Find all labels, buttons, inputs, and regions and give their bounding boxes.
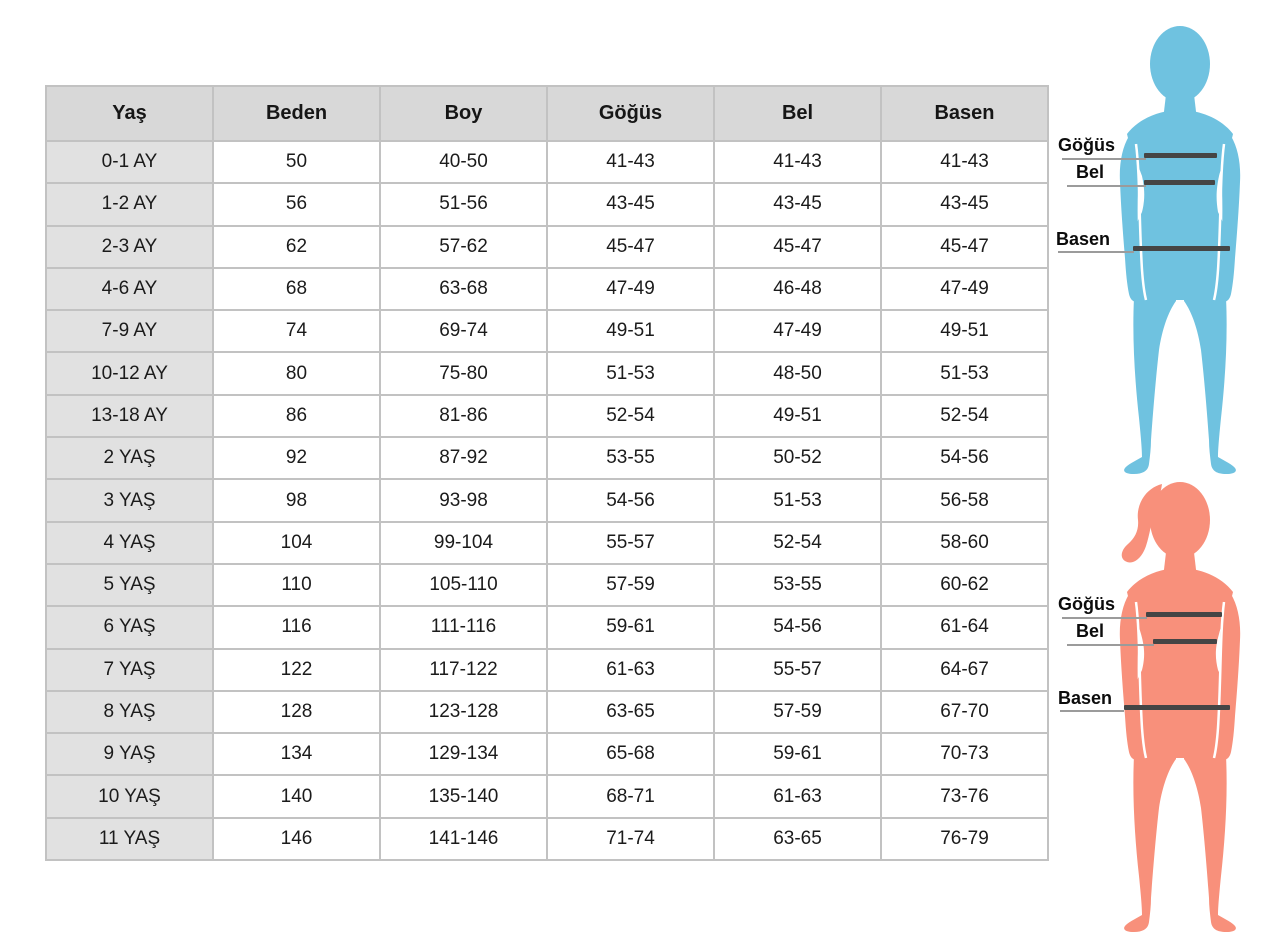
girl-chest-label: Göğüs bbox=[1058, 594, 1115, 614]
value-cell: 54-56 bbox=[714, 606, 881, 648]
value-cell: 69-74 bbox=[380, 310, 547, 352]
value-cell: 65-68 bbox=[547, 733, 714, 775]
value-cell: 49-51 bbox=[714, 395, 881, 437]
value-cell: 54-56 bbox=[547, 479, 714, 521]
table-row bbox=[46, 226, 1048, 268]
value-cell: 60-62 bbox=[881, 564, 1048, 606]
value-cell: 68-71 bbox=[547, 775, 714, 817]
boy-waist-label: Bel bbox=[1076, 162, 1105, 182]
value-cell: 128 bbox=[213, 691, 380, 733]
age-cell: 3 YAŞ bbox=[46, 479, 213, 521]
value-cell: 98 bbox=[213, 479, 380, 521]
age-cell: 7 YAŞ bbox=[46, 649, 213, 691]
table-row bbox=[46, 479, 1048, 521]
value-cell: 41-43 bbox=[714, 141, 881, 183]
size-table-body bbox=[46, 141, 1048, 860]
value-cell: 49-51 bbox=[881, 310, 1048, 352]
boy-chest-measure-line bbox=[1062, 158, 1146, 160]
table-row bbox=[46, 564, 1048, 606]
value-cell: 73-76 bbox=[881, 775, 1048, 817]
value-cell: 64-67 bbox=[881, 649, 1048, 691]
value-cell: 45-47 bbox=[881, 226, 1048, 268]
age-cell: 0-1 AY bbox=[46, 141, 213, 183]
value-cell: 99-104 bbox=[380, 522, 547, 564]
boy-right-leg bbox=[1184, 298, 1236, 474]
value-cell: 48-50 bbox=[714, 352, 881, 394]
value-cell: 54-56 bbox=[881, 437, 1048, 479]
boy-waist-measure-bar bbox=[1144, 180, 1215, 185]
value-cell: 146 bbox=[213, 818, 380, 860]
value-cell: 47-49 bbox=[547, 268, 714, 310]
table-row bbox=[46, 649, 1048, 691]
boy-chest-label: Göğüs bbox=[1058, 135, 1115, 155]
column-header: Basen bbox=[881, 86, 1048, 141]
value-cell: 47-49 bbox=[881, 268, 1048, 310]
value-cell: 53-55 bbox=[547, 437, 714, 479]
value-cell: 92 bbox=[213, 437, 380, 479]
age-cell: 2-3 AY bbox=[46, 226, 213, 268]
value-cell: 51-56 bbox=[380, 183, 547, 225]
value-cell: 49-51 bbox=[547, 310, 714, 352]
girl-hip-measure-bar bbox=[1124, 705, 1230, 710]
age-cell: 10-12 AY bbox=[46, 352, 213, 394]
age-cell: 5 YAŞ bbox=[46, 564, 213, 606]
age-cell: 6 YAŞ bbox=[46, 606, 213, 648]
age-cell: 13-18 AY bbox=[46, 395, 213, 437]
age-cell: 11 YAŞ bbox=[46, 818, 213, 860]
value-cell: 50-52 bbox=[714, 437, 881, 479]
value-cell: 56 bbox=[213, 183, 380, 225]
value-cell: 41-43 bbox=[547, 141, 714, 183]
boy-hip-measure-line bbox=[1058, 251, 1134, 253]
table-row bbox=[46, 268, 1048, 310]
girl-waist-measure-bar bbox=[1153, 639, 1217, 644]
value-cell: 116 bbox=[213, 606, 380, 648]
value-cell: 74 bbox=[213, 310, 380, 352]
value-cell: 140 bbox=[213, 775, 380, 817]
size-table bbox=[45, 85, 1049, 861]
age-cell: 8 YAŞ bbox=[46, 691, 213, 733]
value-cell: 122 bbox=[213, 649, 380, 691]
value-cell: 51-53 bbox=[881, 352, 1048, 394]
value-cell: 104 bbox=[213, 522, 380, 564]
table-row bbox=[46, 775, 1048, 817]
value-cell: 68 bbox=[213, 268, 380, 310]
age-cell: 2 YAŞ bbox=[46, 437, 213, 479]
value-cell: 75-80 bbox=[380, 352, 547, 394]
column-header: Beden bbox=[213, 86, 380, 141]
value-cell: 46-48 bbox=[714, 268, 881, 310]
value-cell: 135-140 bbox=[380, 775, 547, 817]
value-cell: 43-45 bbox=[714, 183, 881, 225]
size-table-header bbox=[46, 86, 1048, 141]
value-cell: 61-63 bbox=[547, 649, 714, 691]
value-cell: 134 bbox=[213, 733, 380, 775]
value-cell: 129-134 bbox=[380, 733, 547, 775]
value-cell: 47-49 bbox=[714, 310, 881, 352]
value-cell: 55-57 bbox=[547, 522, 714, 564]
value-cell: 141-146 bbox=[380, 818, 547, 860]
value-cell: 61-64 bbox=[881, 606, 1048, 648]
value-cell: 105-110 bbox=[380, 564, 547, 606]
table-row bbox=[46, 352, 1048, 394]
value-cell: 59-61 bbox=[547, 606, 714, 648]
age-cell: 4-6 AY bbox=[46, 268, 213, 310]
boy-waist-measure-line bbox=[1067, 185, 1146, 187]
table-row bbox=[46, 606, 1048, 648]
age-cell: 1-2 AY bbox=[46, 183, 213, 225]
value-cell: 80 bbox=[213, 352, 380, 394]
value-cell: 45-47 bbox=[714, 226, 881, 268]
value-cell: 57-59 bbox=[714, 691, 881, 733]
value-cell: 52-54 bbox=[714, 522, 881, 564]
value-cell: 57-59 bbox=[547, 564, 714, 606]
boy-left-leg bbox=[1124, 298, 1176, 474]
value-cell: 57-62 bbox=[380, 226, 547, 268]
column-header: Bel bbox=[714, 86, 881, 141]
value-cell: 41-43 bbox=[881, 141, 1048, 183]
value-cell: 59-61 bbox=[714, 733, 881, 775]
table-row bbox=[46, 183, 1048, 225]
value-cell: 87-92 bbox=[380, 437, 547, 479]
boy-hip-label: Basen bbox=[1056, 229, 1111, 249]
value-cell: 40-50 bbox=[380, 141, 547, 183]
value-cell: 111-116 bbox=[380, 606, 547, 648]
value-cell: 55-57 bbox=[714, 649, 881, 691]
value-cell: 52-54 bbox=[547, 395, 714, 437]
value-cell: 56-58 bbox=[881, 479, 1048, 521]
column-header: Göğüs bbox=[547, 86, 714, 141]
girl-chest-measure-line bbox=[1062, 617, 1147, 619]
table-row bbox=[46, 691, 1048, 733]
value-cell: 117-122 bbox=[380, 649, 547, 691]
value-cell: 71-74 bbox=[547, 818, 714, 860]
table-row bbox=[46, 522, 1048, 564]
value-cell: 58-60 bbox=[881, 522, 1048, 564]
table-row bbox=[46, 733, 1048, 775]
boy-chest-measure-bar bbox=[1144, 153, 1217, 158]
table-row bbox=[46, 141, 1048, 183]
table-row bbox=[46, 310, 1048, 352]
value-cell: 50 bbox=[213, 141, 380, 183]
age-cell: 4 YAŞ bbox=[46, 522, 213, 564]
boy-hip-measure-bar bbox=[1133, 246, 1230, 251]
table-row bbox=[46, 818, 1048, 860]
value-cell: 123-128 bbox=[380, 691, 547, 733]
column-header: Yaş bbox=[46, 86, 213, 141]
value-cell: 67-70 bbox=[881, 691, 1048, 733]
girl-chest-measure-bar bbox=[1146, 612, 1222, 617]
value-cell: 43-45 bbox=[881, 183, 1048, 225]
age-cell: 7-9 AY bbox=[46, 310, 213, 352]
value-cell: 70-73 bbox=[881, 733, 1048, 775]
value-cell: 51-53 bbox=[714, 479, 881, 521]
value-cell: 81-86 bbox=[380, 395, 547, 437]
value-cell: 43-45 bbox=[547, 183, 714, 225]
value-cell: 53-55 bbox=[714, 564, 881, 606]
value-cell: 93-98 bbox=[380, 479, 547, 521]
header-row bbox=[46, 86, 1048, 141]
table-row bbox=[46, 437, 1048, 479]
value-cell: 110 bbox=[213, 564, 380, 606]
value-cell: 86 bbox=[213, 395, 380, 437]
girl-right-leg bbox=[1184, 756, 1236, 932]
column-header: Boy bbox=[380, 86, 547, 141]
value-cell: 76-79 bbox=[881, 818, 1048, 860]
value-cell: 63-65 bbox=[547, 691, 714, 733]
girl-waist-measure-line bbox=[1067, 644, 1154, 646]
girl-hip-label: Basen bbox=[1058, 688, 1113, 708]
girl-left-leg bbox=[1124, 756, 1176, 932]
value-cell: 63-65 bbox=[714, 818, 881, 860]
girl-hip-measure-line bbox=[1060, 710, 1124, 712]
table-row bbox=[46, 395, 1048, 437]
value-cell: 62 bbox=[213, 226, 380, 268]
value-cell: 51-53 bbox=[547, 352, 714, 394]
value-cell: 45-47 bbox=[547, 226, 714, 268]
value-cell: 52-54 bbox=[881, 395, 1048, 437]
value-cell: 61-63 bbox=[714, 775, 881, 817]
age-cell: 10 YAŞ bbox=[46, 775, 213, 817]
girl-waist-label: Bel bbox=[1076, 621, 1105, 641]
age-cell: 9 YAŞ bbox=[46, 733, 213, 775]
value-cell: 63-68 bbox=[380, 268, 547, 310]
